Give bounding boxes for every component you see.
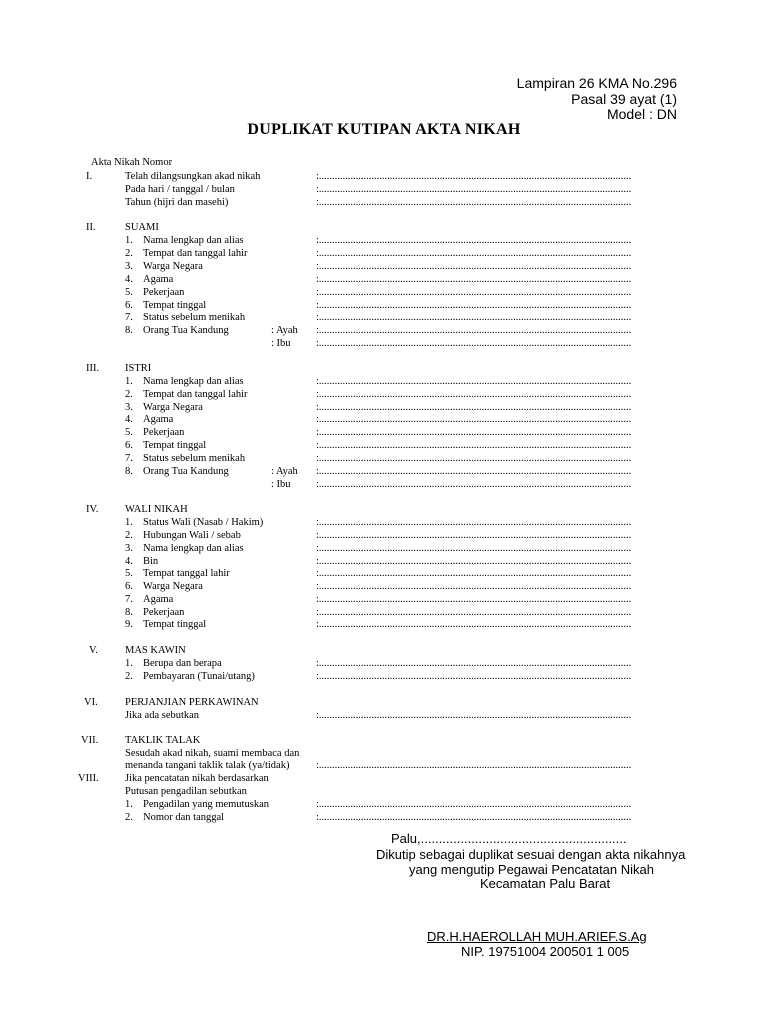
field-label: Orang Tua Kandung	[143, 466, 229, 477]
fill-line: :.......................................................................................................................	[316, 338, 632, 349]
field-label: Berupa dan berapa	[143, 658, 222, 669]
item-number: 7.	[125, 453, 133, 464]
item-number: 8.	[125, 325, 133, 336]
taklik-row	[0, 759, 768, 772]
suami-row	[0, 286, 768, 299]
ayah-label: : Ayah	[271, 466, 298, 477]
section-iv-heading-row	[0, 503, 768, 516]
wali-row	[0, 580, 768, 593]
item-number: 2.	[125, 812, 133, 823]
item-number: 1.	[125, 799, 133, 810]
field-label: Sesudah akad nikah, suami membaca dan	[125, 748, 300, 759]
fill-line: :.......................................................................................................................	[316, 235, 632, 246]
istri-row	[0, 452, 768, 465]
field-label: Tahun (hijri dan masehi)	[125, 197, 229, 208]
item-number: 7.	[125, 594, 133, 605]
fill-line: :.......................................................................................................................	[316, 619, 632, 630]
istri-row	[0, 465, 768, 478]
ibu-label: : Ibu	[271, 338, 291, 349]
signature-line-2: yang mengutip Pegawai Pencatatan Nikah	[409, 862, 654, 877]
field-label: Bin	[143, 556, 159, 567]
wali-row	[0, 516, 768, 529]
fill-line: :.......................................................................................................................	[316, 376, 632, 387]
section-vii-numeral: VII.	[81, 735, 99, 746]
ibu-label: : Ibu	[271, 479, 291, 490]
section-iv-heading: WALI NIKAH	[125, 504, 188, 515]
fill-line: :.......................................................................................................................	[316, 607, 632, 618]
fill-line: :.......................................................................................................................	[316, 760, 632, 771]
section-vii-heading: TAKLIK TALAK	[125, 735, 201, 746]
section-v-heading: MAS KAWIN	[125, 645, 186, 656]
signature-line-3: Kecamatan Palu Barat	[480, 876, 611, 891]
fill-line: :.......................................................................................................................	[316, 517, 632, 528]
section-ii-heading-row	[0, 221, 768, 234]
suami-row	[0, 247, 768, 260]
item-number: 4.	[125, 414, 133, 425]
field-label: Tempat tinggal	[143, 440, 207, 451]
item-number: 3.	[125, 402, 133, 413]
field-label: Pekerjaan	[143, 607, 185, 618]
suami-row	[0, 273, 768, 286]
field-label: Warga Negara	[143, 581, 203, 592]
field-label: Agama	[143, 414, 174, 425]
field-label: Warga Negara	[143, 261, 203, 272]
item-number: 1.	[125, 517, 133, 528]
fill-line: :.......................................................................................................................	[316, 287, 632, 298]
section-vi-heading-row	[0, 696, 768, 709]
field-label: Putusan pengadilan sebutkan	[125, 786, 247, 797]
item-number: 8.	[125, 466, 133, 477]
model-text: Model : DN	[606, 106, 677, 122]
field-label: Status sebelum menikah	[143, 312, 246, 323]
pasal-text: Pasal 39 ayat (1)	[571, 91, 677, 107]
fill-line: :.......................................................................................................................	[316, 658, 632, 669]
fill-line: :.......................................................................................................................	[316, 466, 632, 477]
fill-line: :.......................................................................................................................	[316, 197, 632, 208]
item-number: 3.	[125, 261, 133, 272]
fill-line: :.......................................................................................................................	[316, 812, 632, 823]
field-label: Pekerjaan	[143, 427, 185, 438]
suami-row	[0, 337, 768, 350]
item-number: 5.	[125, 568, 133, 579]
signature-line-1: Dikutip sebagai duplikat sesuai dengan akta nikahnya	[376, 847, 686, 862]
field-label: Status Wali (Nasab / Hakim)	[143, 517, 264, 528]
fill-line: :.......................................................................................................................	[316, 799, 632, 810]
document-title: DUPLIKAT KUTIPAN AKTA NIKAH	[247, 121, 521, 138]
suami-row	[0, 324, 768, 337]
item-number: 3.	[125, 543, 133, 554]
field-label: Pengadilan yang memutuskan	[143, 799, 269, 810]
field-label: Agama	[143, 594, 174, 605]
official-name: DR.H.HAEROLLAH MUH.ARIEF.S.Ag	[427, 929, 647, 944]
fill-line: :.......................................................................................................................	[316, 556, 632, 567]
pengadilan-row	[0, 811, 768, 824]
section-viii-numeral: VIII.	[78, 773, 99, 784]
section-vi-numeral: VI.	[84, 697, 98, 708]
akta-nikah-nomor-label: Akta Nikah Nomor	[91, 157, 173, 168]
section-iii-numeral: III.	[86, 363, 100, 374]
fill-line: :.......................................................................................................................	[316, 389, 632, 400]
field-label: Tempat dan tanggal lahir	[143, 389, 248, 400]
field-label: Telah dilangsungkan akad nikah	[125, 171, 261, 182]
field-label: menanda tangani taklik talak (ya/tidak)	[125, 760, 290, 771]
item-number: 2.	[125, 248, 133, 259]
fill-line: :.......................................................................................................................	[316, 261, 632, 272]
field-label: Jika pencatatan nikah berdasarkan	[125, 773, 269, 784]
fill-line: :.......................................................................................................................	[316, 530, 632, 541]
section-iii-heading-row	[0, 362, 768, 375]
item-number: 4.	[125, 556, 133, 567]
item-number: 5.	[125, 287, 133, 298]
field-label: Nomor dan tanggal	[143, 812, 225, 823]
item-number: 2.	[125, 389, 133, 400]
item-number: 1.	[125, 658, 133, 669]
istri-row	[0, 375, 768, 388]
section-viii-row	[0, 772, 768, 785]
istri-row	[0, 478, 768, 491]
section-i-row-2	[0, 183, 768, 196]
field-label: Agama	[143, 274, 174, 285]
field-label: Tempat dan tanggal lahir	[143, 248, 248, 259]
item-number: 4.	[125, 274, 133, 285]
section-vi-heading: PERJANJIAN PERKAWINAN	[125, 697, 259, 708]
field-label: Tempat tinggal	[143, 619, 207, 630]
fill-line: :.......................................................................................................................	[316, 325, 632, 336]
fill-line: :.......................................................................................................................	[316, 671, 632, 682]
field-label: Pada hari / tanggal / bulan	[125, 184, 235, 195]
fill-line: :.......................................................................................................................	[316, 453, 632, 464]
istri-row	[0, 439, 768, 452]
fill-line: :.......................................................................................................................	[316, 402, 632, 413]
field-label: Jika ada sebutkan	[125, 710, 200, 721]
section-ii-heading: SUAMI	[125, 222, 159, 233]
section-ii-numeral: II.	[86, 222, 96, 233]
pengadilan-row	[0, 798, 768, 811]
suami-row	[0, 311, 768, 324]
wali-row	[0, 529, 768, 542]
section-viii-row	[0, 785, 768, 798]
fill-line: :.......................................................................................................................	[316, 581, 632, 592]
lampiran-text: Lampiran 26 KMA No.296	[516, 75, 677, 91]
section-i-numeral: I.	[86, 171, 93, 182]
field-label: Hubungan Wali / sebab	[143, 530, 241, 541]
field-label: Pekerjaan	[143, 287, 185, 298]
official-nip: NIP. 19751004 200501 1 005	[461, 944, 630, 959]
section-v-numeral: V.	[89, 645, 98, 656]
item-number: 6.	[125, 300, 133, 311]
item-number: 1.	[125, 235, 133, 246]
wali-row	[0, 542, 768, 555]
section-iv-numeral: IV.	[86, 504, 99, 515]
suami-row	[0, 234, 768, 247]
field-label: Warga Negara	[143, 402, 203, 413]
section-vii-heading-row	[0, 734, 768, 747]
istri-row	[0, 388, 768, 401]
fill-line: :.......................................................................................................................	[316, 479, 632, 490]
item-number: 9.	[125, 619, 133, 630]
istri-row	[0, 413, 768, 426]
mas-kawin-row	[0, 657, 768, 670]
field-label: Tempat tinggal	[143, 300, 207, 311]
field-label: Pembayaran (Tunai/utang)	[143, 671, 255, 682]
section-v-heading-row	[0, 644, 768, 657]
fill-line: :.......................................................................................................................	[316, 440, 632, 451]
istri-row	[0, 426, 768, 439]
item-number: 2.	[125, 530, 133, 541]
fill-line: :.......................................................................................................................	[316, 710, 632, 721]
fill-line: :.......................................................................................................................	[316, 543, 632, 554]
fill-line: :.......................................................................................................................	[316, 248, 632, 259]
section-i-row-3	[0, 196, 768, 209]
field-label: Status sebelum menikah	[143, 453, 246, 464]
signature-place-date: Palu,.........................................................	[391, 831, 627, 846]
mas-kawin-row	[0, 670, 768, 683]
ayah-label: : Ayah	[271, 325, 298, 336]
item-number: 5.	[125, 427, 133, 438]
field-label: Nama lengkap dan alias	[143, 235, 244, 246]
fill-line: :.......................................................................................................................	[316, 171, 632, 182]
perjanjian-row	[0, 709, 768, 722]
suami-row	[0, 260, 768, 273]
field-label: Nama lengkap dan alias	[143, 543, 244, 554]
field-label: Tempat tanggal lahir	[143, 568, 230, 579]
wali-row	[0, 618, 768, 631]
field-label: Orang Tua Kandung	[143, 325, 229, 336]
fill-line: :.......................................................................................................................	[316, 594, 632, 605]
wali-row	[0, 567, 768, 580]
item-number: 6.	[125, 440, 133, 451]
item-number: 8.	[125, 607, 133, 618]
field-label: Nama lengkap dan alias	[143, 376, 244, 387]
fill-line: :.......................................................................................................................	[316, 274, 632, 285]
item-number: 6.	[125, 581, 133, 592]
item-number: 7.	[125, 312, 133, 323]
item-number: 1.	[125, 376, 133, 387]
fill-line: :.......................................................................................................................	[316, 427, 632, 438]
wali-row	[0, 593, 768, 606]
fill-line: :.......................................................................................................................	[316, 568, 632, 579]
fill-line: :.......................................................................................................................	[316, 300, 632, 311]
akta-nikah-nomor-row	[0, 156, 768, 169]
section-iii-heading: ISTRI	[125, 363, 152, 374]
section-i-row-1	[0, 170, 768, 183]
item-number: 2.	[125, 671, 133, 682]
fill-line: :.......................................................................................................................	[316, 184, 632, 195]
fill-line: :.......................................................................................................................	[316, 312, 632, 323]
fill-line: :.......................................................................................................................	[316, 414, 632, 425]
